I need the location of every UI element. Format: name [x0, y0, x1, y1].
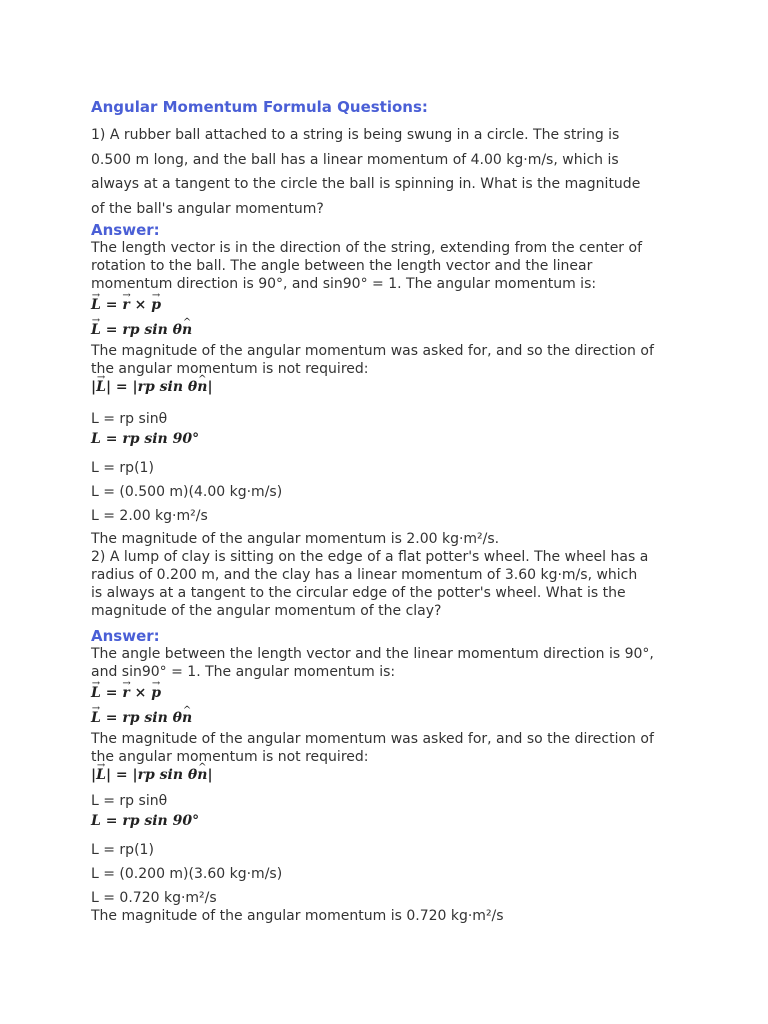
- formula-cross-product: [91, 684, 161, 702]
- magnitude-note-line: the angular momentum is not required:: [91, 749, 369, 765]
- absolute-term: rp sin θ: [137, 767, 198, 783]
- vector-l: → L: [96, 378, 106, 396]
- times-sign: ×: [129, 297, 152, 313]
- formula-sin90: L = rp sin 90°: [91, 813, 200, 829]
- equals-sign: =: [100, 297, 123, 313]
- magnitude-note-line: The magnitude of the angular momentum was asked for, and so the direction of: [91, 343, 654, 359]
- question-1-line: always at a tangent to the circle the ball is spinning in. What is the magnitude: [91, 176, 641, 192]
- explanation-line: The length vector is in the direction of the string, extending from the center of: [91, 240, 643, 256]
- step-2-substitution: L = (0.200 m)(3.60 kg·m/s): [91, 866, 283, 882]
- question-1-line: of the ball's angular momentum?: [91, 200, 324, 217]
- answer-1-label: Answer:: [91, 221, 160, 239]
- question-2-line: is always at a tangent to the circular edge of the potter's wheel. What is the: [91, 585, 626, 601]
- page-title: Angular Momentum Formula Questions:: [91, 98, 428, 116]
- vector-l: → L: [96, 766, 106, 784]
- vector-p: → p: [151, 684, 161, 702]
- step-2-rp1: L = rp(1): [91, 842, 154, 858]
- equals-sign: =: [100, 710, 123, 726]
- unit-vector-n: ^ n: [197, 766, 207, 784]
- step-2-result: L = 0.720 kg·m²/s: [91, 890, 217, 906]
- magnitude-note-line: the angular momentum is not required:: [91, 361, 369, 377]
- step-1-result: L = 2.00 kg·m²/s: [91, 508, 208, 524]
- answer-2-explanation: [91, 645, 654, 681]
- question-2-line: 2) A lump of clay is sitting on the edge of a flat potter's wheel. The wheel has a: [91, 549, 649, 565]
- step-1-substitution: L = (0.500 m)(4.00 kg·m/s): [91, 484, 283, 500]
- explanation-line: and sin90° = 1. The angular momentum is:: [91, 664, 396, 680]
- vector-p: → p: [151, 296, 161, 314]
- expanded-term: rp sin θ: [122, 322, 182, 338]
- answer-2-label: Answer:: [91, 627, 160, 645]
- formula-sin90: L = rp sin 90°: [91, 431, 200, 447]
- formula-absolute: |→ L| = |rp sin θ^ n|: [91, 766, 213, 784]
- answer-1-explanation: [91, 239, 642, 293]
- equals-sign: =: [100, 322, 123, 338]
- question-1-line: 0.500 m long, and the ball has a linear momentum of 4.00 kg·m/s, which is: [91, 151, 619, 168]
- times-sign: ×: [129, 685, 152, 701]
- unit-vector-n: ^ n: [197, 378, 207, 396]
- question-2-line: magnitude of the angular momentum of the clay?: [91, 603, 442, 619]
- conclusion-2: The magnitude of the angular momentum is 0.720 kg·m²/s: [91, 908, 504, 924]
- formula-cross-product: [91, 296, 161, 314]
- vector-r: → r: [122, 296, 129, 314]
- question-2: [91, 548, 648, 620]
- unit-vector-n: ^ n: [182, 709, 192, 727]
- question-2-line: radius of 0.200 m, and the clay has a linear momentum of 3.60 kg·m/s, which: [91, 567, 638, 583]
- equals-sign: =: [100, 685, 123, 701]
- formula-expanded: [91, 321, 192, 339]
- vector-l: → L: [91, 296, 101, 314]
- question-1: [91, 123, 640, 221]
- vector-r: → r: [122, 684, 129, 702]
- conclusion-1: The magnitude of the angular momentum is 2.00 kg·m²/s.: [91, 531, 500, 547]
- formula-absolute: |→ L| = |rp sin θ^ n|: [91, 378, 213, 396]
- magnitude-note-2: [91, 730, 654, 766]
- expanded-term: rp sin θ: [122, 710, 182, 726]
- explanation-line: momentum direction is 90°, and sin90° = 1. The angular momentum is:: [91, 276, 597, 292]
- formula-expanded: [91, 709, 192, 727]
- magnitude-note-1: [91, 342, 654, 378]
- step-1-sintheta: L = rp sinθ: [91, 411, 168, 427]
- step-2-sintheta: L = rp sinθ: [91, 793, 168, 809]
- absolute-term: rp sin θ: [137, 379, 198, 395]
- vector-l: → L: [91, 321, 101, 339]
- magnitude-note-line: The magnitude of the angular momentum was asked for, and so the direction of: [91, 731, 654, 747]
- explanation-line: The angle between the length vector and the linear momentum direction is 90°,: [91, 646, 654, 662]
- explanation-line: rotation to the ball. The angle between the length vector and the linear: [91, 258, 593, 274]
- step-1-rp1: L = rp(1): [91, 460, 154, 476]
- unit-vector-n: ^ n: [182, 321, 192, 339]
- vector-l: → L: [91, 684, 101, 702]
- vector-l: → L: [91, 709, 101, 727]
- question-1-line: 1) A rubber ball attached to a string is being swung in a circle. The string is: [91, 127, 620, 143]
